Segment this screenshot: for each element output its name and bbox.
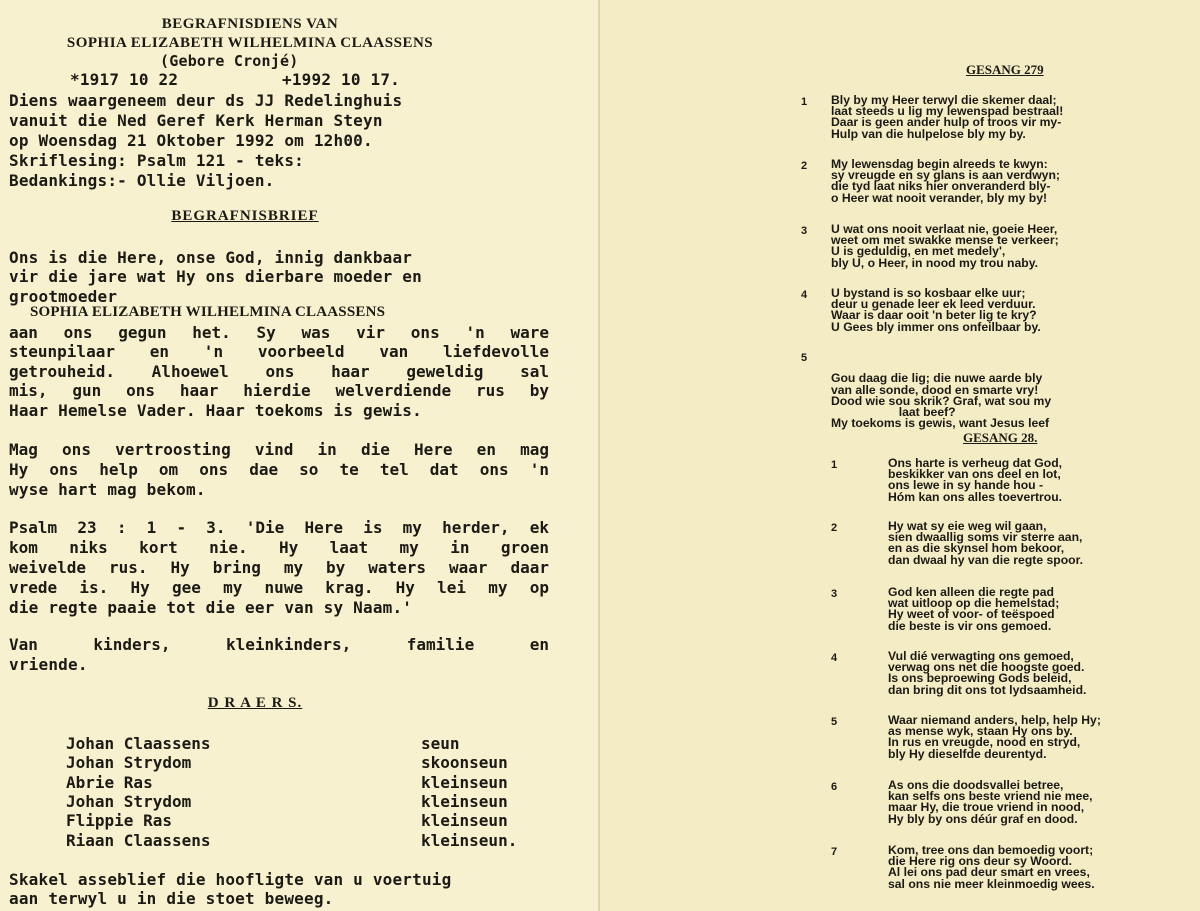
bearer-relation: kleinseun. <box>421 831 518 850</box>
verse-number: 6 <box>831 781 838 793</box>
bearer-name: Johan Strydom <box>66 792 192 811</box>
verse-text: Bly by my Heer terwyl die skemer daal; laat steeds u lig my lewenspad bestraal! Daar is geen ander hulp of troos vir my- Hulp van die hulpelose bly my by. <box>831 93 1064 141</box>
hymn2-title: GESANG 28. <box>963 430 1038 445</box>
psalm-line: weivelde rus. Hy bring my by waters waar daar <box>9 558 549 577</box>
verse-number: 5 <box>801 352 808 364</box>
comfort-line: wyse hart mag bekom. <box>9 480 206 499</box>
from-line: Van kinders, kleinkinders, familie en <box>9 635 549 654</box>
bearer-relation: kleinseun <box>421 811 508 830</box>
from-line: vriende. <box>9 655 88 674</box>
birth-date: *1917 10 22 <box>70 70 179 89</box>
verse-number: 3 <box>801 225 808 237</box>
closing-line: aan terwyl u in die stoet beweeg. <box>9 889 334 908</box>
bearer-relation: seun <box>421 734 460 753</box>
bearers-title: D R A E R S. <box>207 695 303 711</box>
service-line: op Woensdag 21 Oktober 1992 om 12h00. <box>9 131 373 150</box>
letter-intro-line: vir die jare wat Hy ons dierbare moeder en <box>9 267 422 286</box>
letter-name: SOPHIA ELIZABETH WILHELMINA CLAASSENS <box>30 304 386 320</box>
right-page <box>600 0 1200 911</box>
maiden-name: (Gebore Cronjé) <box>160 52 299 70</box>
letter-body-line: steunpilaar en 'n voorbeeld van liefdevolle <box>9 342 549 361</box>
verse-text: Hy wat sy eie weg wil gaan, sien dwaallig soms vir sterre aan, en as die skynsel hom bekoor, dan dwaal hy van die regte spoor. <box>888 519 1084 567</box>
psalm-line: vrede is. Hy gee my nuwe krag. Hy lei my op <box>9 578 549 597</box>
verse-text: U bystand is so kosbaar elke uur; deur u genade leer ek leed verduur. Waar is daar ooit 'n beter lig te kry? U Gees bly immer ons onfeilbaar by. <box>831 286 1041 334</box>
verse-text: Gou daag die lig; die nuwe aarde bly van alle sonde, dood en smarte vry! Dood wie sou skrik? Graf, wat sou my laat beef? My toekoms is gewis, want Jesus leef <box>831 371 1052 431</box>
death-date: +1992 10 17. <box>282 70 400 89</box>
letter-body-line: aan ons gegun het. Sy was vir ons 'n ware <box>9 323 549 342</box>
verse-number: 2 <box>831 522 838 534</box>
hymn1-title: GESANG 279 <box>966 62 1044 77</box>
bearer-name: Abrie Ras <box>66 773 153 792</box>
verse-number: 7 <box>831 846 838 858</box>
verse-text: U wat ons nooit verlaat nie, goeie Heer, weet om met swakke mense te verkeer; U is geduldig, en met medely', bly U, o Heer, in nood my trou naby. <box>831 222 1059 270</box>
letter-body-line: Haar Hemelse Vader. Haar toekoms is gewis. <box>9 401 422 420</box>
service-line: Diens waargeneem deur ds JJ Redelinghuis <box>9 91 403 110</box>
verse-text: As ons die doodsvallei betree, kan selfs ons beste vriend nie mee, maar Hy, die troue vriend in nood, Hy bly by ons déúr graf en dood. <box>888 778 1093 826</box>
verse-text: Kom, tree ons dan bemoedig voort; die Here rig ons deur sy Woord. Al lei ons pad deur smart en vrees, sal ons nie meer kleinmoedig wees. <box>888 843 1095 891</box>
letter-intro-line: grootmoeder <box>9 287 118 306</box>
letter-intro-line: Ons is die Here, onse God, innig dankbaar <box>9 248 413 267</box>
bearer-name: Riaan Claassens <box>66 831 211 850</box>
bearer-relation: skoonseun <box>421 753 508 772</box>
verse-text: Waar niemand anders, help, help Hy; as mense wyk, staan Hy ons by. In rus en vreugde, nood en stryd, bly Hy dieselfde deurentyd. <box>888 713 1101 761</box>
verse-text: God ken alleen die regte pad wat uitloop op die hemelstad; Hy weet of voor- of teëspoed die beste is vir ons gemoed. <box>888 585 1060 633</box>
verse-number: 4 <box>831 652 838 664</box>
bearer-relation: kleinseun <box>421 773 508 792</box>
psalm-line: die regte paaie tot die eer van sy Naam.' <box>9 598 413 617</box>
verse-number: 5 <box>831 716 838 728</box>
bearer-name: Johan Strydom <box>66 753 192 772</box>
verse-text: Ons harte is verheug dat God, beskikker van ons deel en lot, ons lewe in sy hande hou - Hóm kan ons alles toevertrou. <box>888 456 1063 504</box>
letter-body-line: mis, gun ons haar hierdie welverdiende rus by <box>9 381 549 400</box>
bearer-relation: kleinseun <box>421 792 508 811</box>
service-line: vanuit die Ned Geref Kerk Herman Steyn <box>9 111 383 130</box>
letter-body-line: getrouheid. Alhoewel ons haar geweldig sal <box>9 362 549 381</box>
bearer-name: Flippie Ras <box>66 811 172 830</box>
comfort-line: Mag ons vertroosting vind in die Here en mag <box>9 440 549 459</box>
closing-line: Skakel asseblief die hoofligte van u voertuig <box>9 870 452 889</box>
verse-text: Vul dié verwagting ons gemoed, verwag ons net die hoogste goed. Is ons beproewing Gods beleid, dan bring dit ons tot lydsaamheid. <box>888 649 1087 697</box>
verse-text: My lewensdag begin alreeds te kwyn: sy vreugde en sy glans is aan verdwyn; die tyd laat niks hier onveranderd bly- o Heer wat nooit verander, bly my by! <box>831 157 1060 205</box>
heading-name: SOPHIA ELIZABETH WILHELMINA CLAASSENS <box>66 35 434 51</box>
verse-number: 4 <box>801 289 808 301</box>
service-line: Skriflesing: Psalm 121 - teks: <box>9 151 304 170</box>
letter-title: BEGRAFNISBRIEF <box>171 208 319 224</box>
verse-number: 1 <box>831 459 838 471</box>
service-line: Bedankings:- Ollie Viljoen. <box>9 171 275 190</box>
verse-number: 2 <box>801 160 808 172</box>
psalm-line: Psalm 23 : 1 - 3. 'Die Here is my herder, ek <box>9 518 549 537</box>
bearer-name: Johan Claassens <box>66 734 211 753</box>
heading-title: BEGRAFNISDIENS VAN <box>161 16 339 32</box>
verse-number: 3 <box>831 588 838 600</box>
psalm-line: kom niks kort nie. Hy laat my in groen <box>9 538 549 557</box>
verse-number: 1 <box>801 96 808 108</box>
comfort-line: Hy ons help om ons dae so te tel dat ons 'n <box>9 460 549 479</box>
